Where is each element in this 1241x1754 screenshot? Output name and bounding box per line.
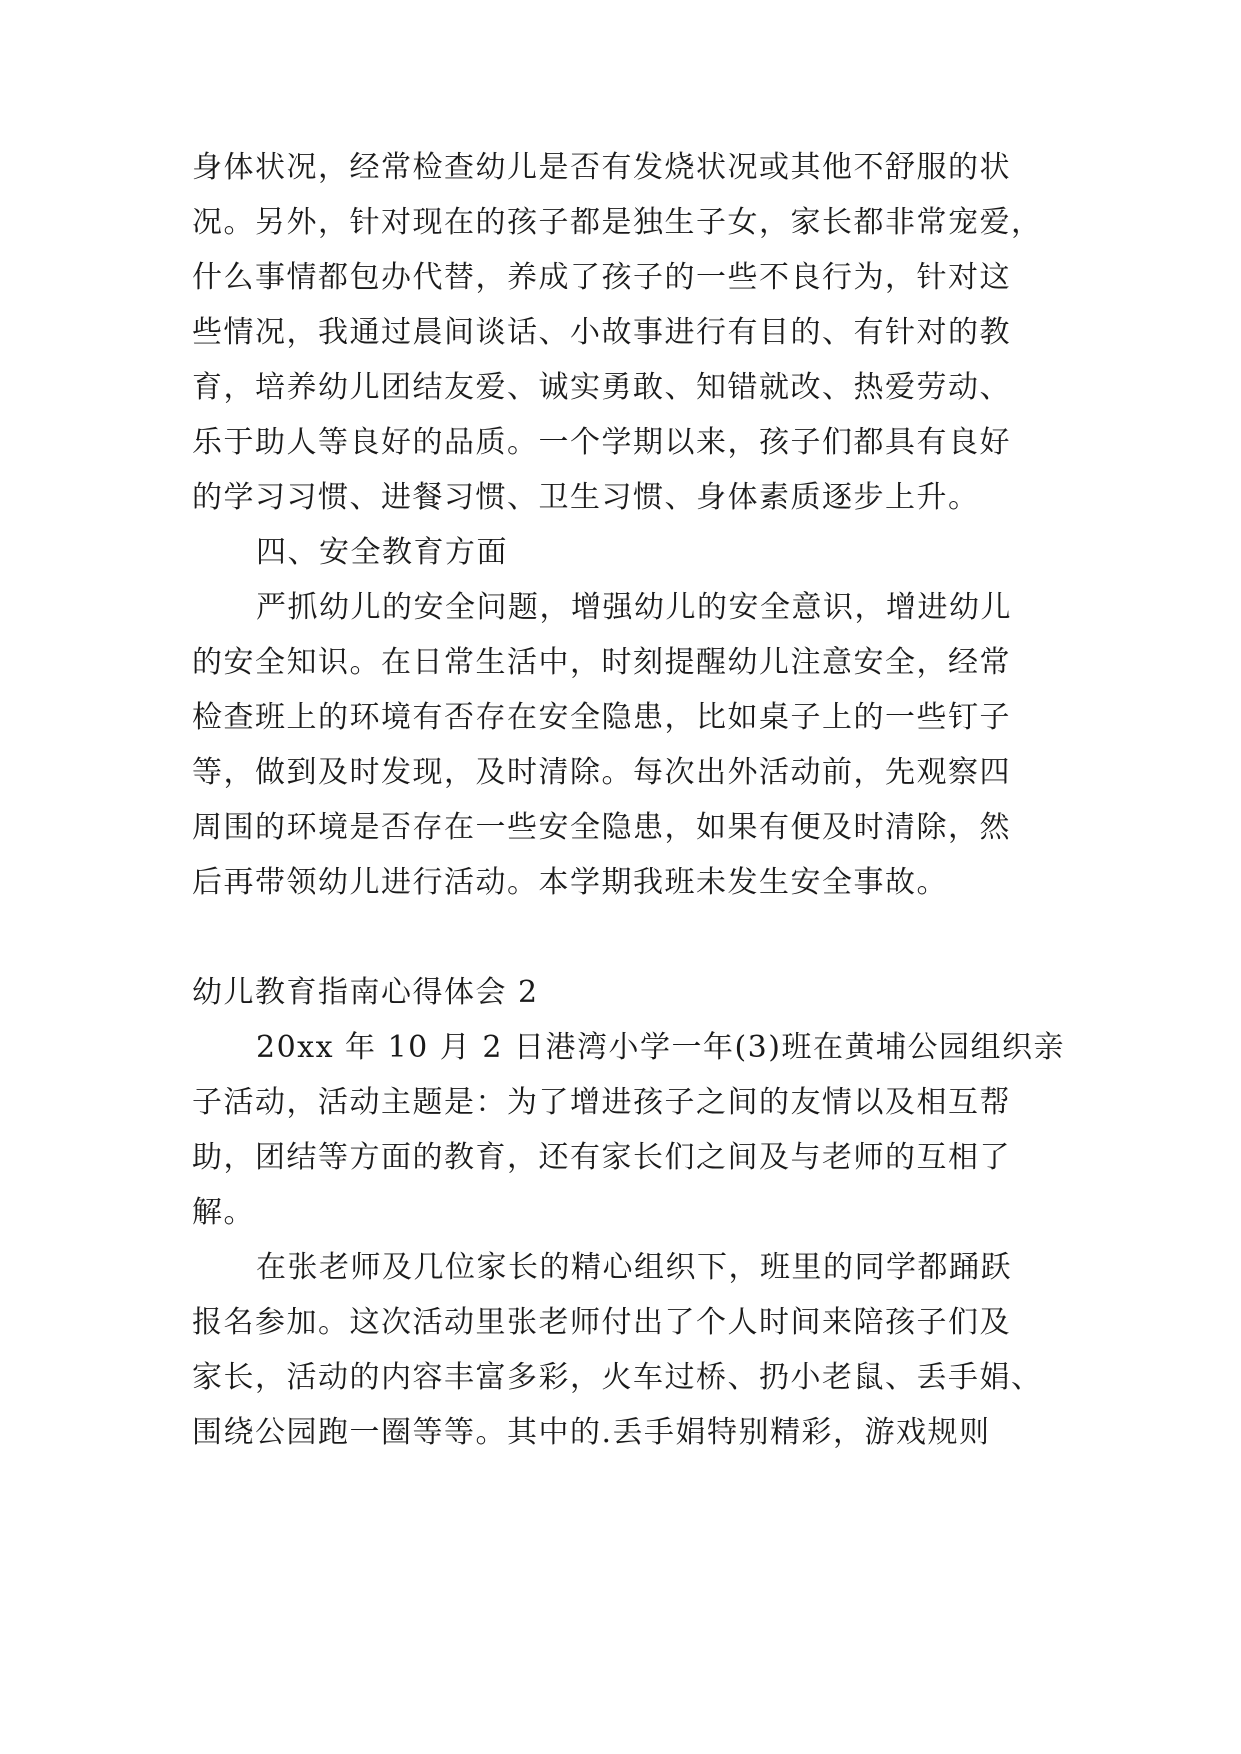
text-line: 的学习习惯、进餐习惯、卫生习惯、身体素质逐步上升。 <box>192 480 980 515</box>
text-line: 在张老师及几位家长的精心组织下，班里的同学都踊跃 <box>256 1250 1012 1285</box>
text-line: 20xx 年 10 月 2 日港湾小学一年(3)班在黄埔公园组织亲 <box>256 1030 1065 1065</box>
text-line: 围绕公园跑一圈等等。其中的.丢手娟特别精彩，游戏规则 <box>192 1415 991 1450</box>
text-line: 些情况，我通过晨间谈话、小故事进行有目的、有针对的教 <box>192 315 1011 350</box>
text-line: 况。另外，针对现在的孩子都是独生子女，家长都非常宠爱， <box>192 205 1043 240</box>
text-line: 乐于助人等良好的品质。一个学期以来，孩子们都具有良好 <box>192 425 1011 460</box>
text-line: 解。 <box>192 1195 255 1230</box>
text-line: 育，培养幼儿团结友爱、诚实勇敢、知错就改、热爱劳动、 <box>192 370 1011 405</box>
text-line: 身体状况，经常检查幼儿是否有发烧状况或其他不舒服的状 <box>192 150 1011 185</box>
text-line: 周围的环境是否存在一些安全隐患，如果有便及时清除，然 <box>192 810 1011 845</box>
text-line: 的安全知识。在日常生活中，时刻提醒幼儿注意安全，经常 <box>192 645 1011 680</box>
section-heading: 四、安全教育方面 <box>256 535 508 570</box>
text-line: 家长，活动的内容丰富多彩，火车过桥、扔小老鼠、丢手娟、 <box>192 1360 1043 1395</box>
text-line: 助，团结等方面的教育，还有家长们之间及与老师的互相了 <box>192 1140 1011 1175</box>
text-line: 子活动，活动主题是：为了增进孩子之间的友情以及相互帮 <box>192 1085 1011 1120</box>
text-line: 严抓幼儿的安全问题，增强幼儿的安全意识，增进幼儿 <box>256 590 1012 625</box>
document-title: 幼儿教育指南心得体会 2 <box>192 975 539 1010</box>
text-line: 报名参加。这次活动里张老师付出了个人时间来陪孩子们及 <box>192 1305 1011 1340</box>
text-line: 后再带领幼儿进行活动。本学期我班未发生安全事故。 <box>192 865 948 900</box>
text-line: 检查班上的环境有否存在安全隐患，比如桌子上的一些钉子 <box>192 700 1011 735</box>
text-line: 什么事情都包办代替，养成了孩子的一些不良行为，针对这 <box>192 260 1011 295</box>
text-line: 等，做到及时发现，及时清除。每次出外活动前，先观察四 <box>192 755 1011 790</box>
